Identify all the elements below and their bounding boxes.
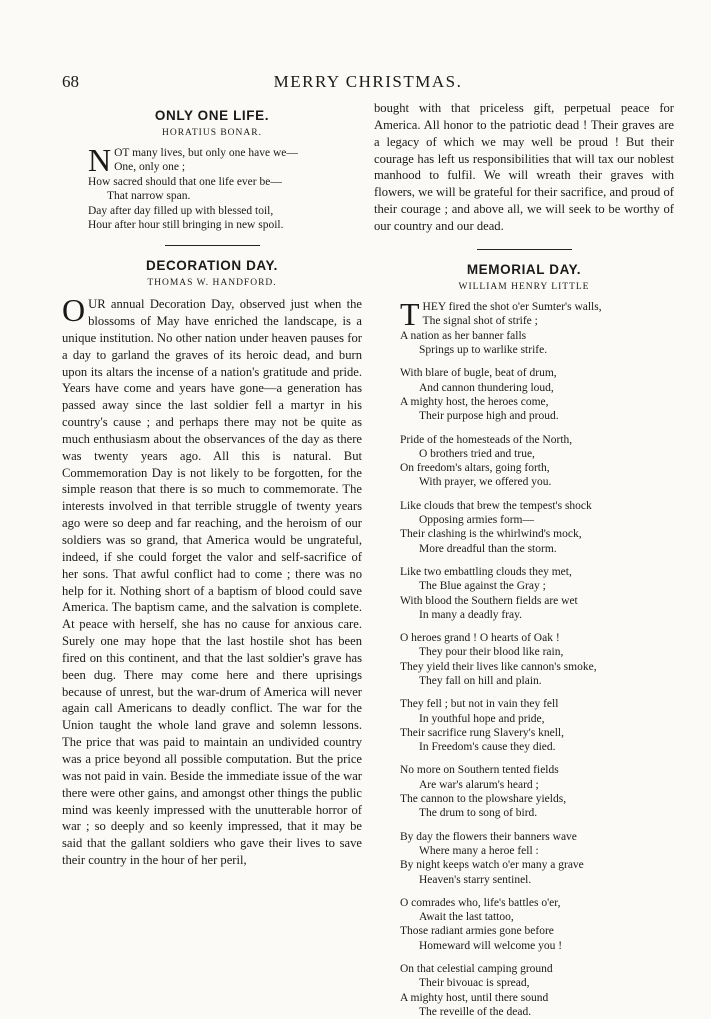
poem-line: With blood the Southern fields are wet: [400, 594, 578, 607]
right-column: [374, 100, 674, 1019]
poem-line: In youthful hope and pride,: [419, 712, 545, 725]
poem-line: They pour their blood like rain,: [419, 646, 564, 659]
poem-line: The drum to song of bird.: [419, 807, 538, 820]
poem-line: That narrow span.: [107, 190, 191, 203]
stanza-gap: [400, 754, 674, 763]
stanza-gap: [400, 821, 674, 830]
poem-line: Their bivouac is spread,: [419, 977, 530, 990]
poem-line: Their purpose high and proud.: [419, 410, 559, 423]
running-title: MERRY CHRISTMAS.: [273, 72, 463, 91]
poem-line: HEY fired the shot o'er Sumter's walls,: [422, 300, 602, 313]
stanza-gap: [400, 688, 674, 697]
poem-line: Springs up to warlike strife.: [419, 344, 548, 357]
poem-line: OT many lives, but only one have we—: [114, 147, 298, 159]
poem-line: Like two embattling clouds they met,: [400, 565, 572, 578]
poem-line: O comrades who, life's battles o'er,: [400, 896, 561, 909]
poem-line: They yield their lives like cannon's smoke,: [400, 660, 597, 673]
stanza-gap: [400, 490, 674, 499]
poem-line: The Blue against the Gray ;: [419, 580, 546, 593]
poem-line: They fall on hill and plain.: [419, 674, 542, 687]
article-author-handford: THOMAS W. HANDFORD.: [147, 278, 277, 289]
poem-line: By day the flowers their banners wave: [400, 830, 577, 843]
poem-line: O heroes grand ! O hearts of Oak !: [400, 632, 560, 645]
poem-line: Opposing armies form—: [419, 514, 534, 527]
poem-line: The reveille of the dead.: [419, 1005, 532, 1018]
poem-line: On freedom's altars, going forth,: [400, 462, 550, 475]
article-continuation: bought with that priceless gift, perpetual peace for America. All honor to the patriotic dead ! Their graves are a legacy of which we may well be proud ! But their courage has left us responsibilities that will tax our noblest manhood to fulfil. We will wreath their graves with flowers, we will be grateful for their sacrifice, and proud of their courage ; and above all, we will seek to be worthy of our country and our dead.: [374, 101, 674, 233]
poem-line: One, only one ;: [114, 161, 186, 174]
poem-line: In many a deadly fray.: [419, 608, 523, 621]
poem-line: Their clashing is the whirlwind's mock,: [400, 528, 582, 541]
left-column: [62, 100, 362, 869]
page-number: 68: [62, 72, 79, 91]
poem-line: Pride of the homesteads of the North,: [400, 433, 573, 446]
stanza-gap: [400, 953, 674, 962]
poem-memorial-day: [374, 295, 674, 1019]
poem-line: A nation as her banner falls: [400, 329, 527, 342]
poem-line: Hour after hour still bringing in new spoil.: [88, 218, 284, 231]
poem-line: Heaven's starry sentinel.: [419, 873, 532, 886]
running-header: [62, 72, 674, 94]
poem-line: With blare of bugle, beat of drum,: [400, 367, 557, 380]
poem-line: The cannon to the plowshare yields,: [400, 793, 567, 806]
poem-title-memorial-day: MEMORIAL DAY.: [466, 261, 582, 277]
stanza-gap: [400, 424, 674, 433]
article-title-decoration-day: DECORATION DAY.: [145, 258, 279, 274]
poem-line: Their sacrifice rung Slavery's knell,: [400, 726, 564, 739]
stanza-gap: [400, 357, 674, 366]
poem-line: They fell ; but not in vain they fell: [400, 698, 559, 711]
poem-title-only-one-life: ONLY ONE LIFE.: [154, 108, 270, 123]
stanza-gap: [400, 556, 674, 565]
poem-line: Are war's alarum's heard ;: [419, 778, 539, 791]
poem-only-one-life: [62, 142, 362, 232]
drop-cap-o: O: [62, 292, 86, 329]
poem-line: A mighty host, until there sound: [400, 991, 549, 1004]
poem-author-bonar: HORATIUS BONAR.: [162, 128, 262, 138]
article-text: UR annual Decoration Day, observed just when the blossoms of May have enriched the landscape, is a unique institution. No other nation under heaven pauses for a day to garland the graves of its heroic dead, and burn upon its altars the incense of a nation's gratitude and pride. Years have come and years have gone—a generation has passed away since the last soldier fell a martyr in his country's cause ; and perhaps there may not be quite as much enthusiasm about the observances of the day as there was twenty years ago. All this is natural. But Commemoration Day is not likely to be forgotten, for the simple reason that there is so much to commemorate. The interests involved in that terrible struggle of twenty years ago were so deep and far reaching, and the heroism of our soldiers was so grand, that America would be ungrateful, indeed, if she could forget the valor and self-sacrifice of her sons. That awful conflict had to come ; there was no help for it. Nothing short of a baptism of blood could save America. The baptism came, and the salvation is complete. At peace with herself, she has no cause for anxious care. Surely one may hope that the last hostile shot has been fired on this continent, and that the last soldier's grave has been dug. There may come here and there uprisings because of unrest, but the war-drum of America will never again call Americans to deadly conflict. The war for the Union taught the whole land grave and solemn lessons. The price that was paid to maintain an undivided country was a price beyond all possible computation. But the price was not paid in vain. Beside the immediate issue of the war there were other gains, and amongst other things the public mind was keenly impressed with the unutterable horror of war ; so deeply and so keenly impressed, that it may be said that the gallant soldiers who gave their lives to save their country in the hour of her peril,: [62, 297, 362, 868]
stanza-gap: [400, 887, 674, 896]
poem-line: Like clouds that brew the tempest's shock: [400, 499, 592, 512]
poem-author-little: WILLIAM HENRY LITTLE: [458, 281, 590, 292]
poem-line: A mighty host, the heroes come,: [400, 395, 549, 408]
drop-cap-t: T: [400, 295, 420, 332]
stanza-gap: [400, 622, 674, 631]
drop-cap-n: N: [88, 142, 112, 178]
poem-line: How sacred should that one life ever be—: [88, 176, 282, 188]
poem-line: With prayer, we offered you.: [419, 476, 552, 489]
section-divider: [477, 249, 572, 250]
poem-line: In Freedom's cause they died.: [419, 741, 556, 754]
poem-line: Await the last tattoo,: [419, 911, 514, 924]
article-body: [62, 292, 362, 869]
poem-line: O brothers tried and true,: [419, 447, 535, 460]
poem-line: No more on Southern tented fields: [400, 764, 559, 777]
poem-line: Day after day filled up with blessed toil,: [88, 204, 274, 217]
poem-line: The signal shot of strife ;: [422, 315, 538, 328]
poem-line: Those radiant armies gone before: [400, 925, 554, 938]
section-divider: [165, 245, 260, 246]
poem-line: More dreadful than the storm.: [419, 542, 557, 555]
poem-line: Where many a heroe fell :: [419, 844, 539, 857]
poem-line: Homeward will welcome you !: [419, 939, 563, 952]
poem-line: And cannon thundering loud,: [419, 381, 554, 394]
poem-line: On that celestial camping ground: [400, 963, 553, 976]
poem-line: By night keeps watch o'er many a grave: [400, 859, 584, 872]
